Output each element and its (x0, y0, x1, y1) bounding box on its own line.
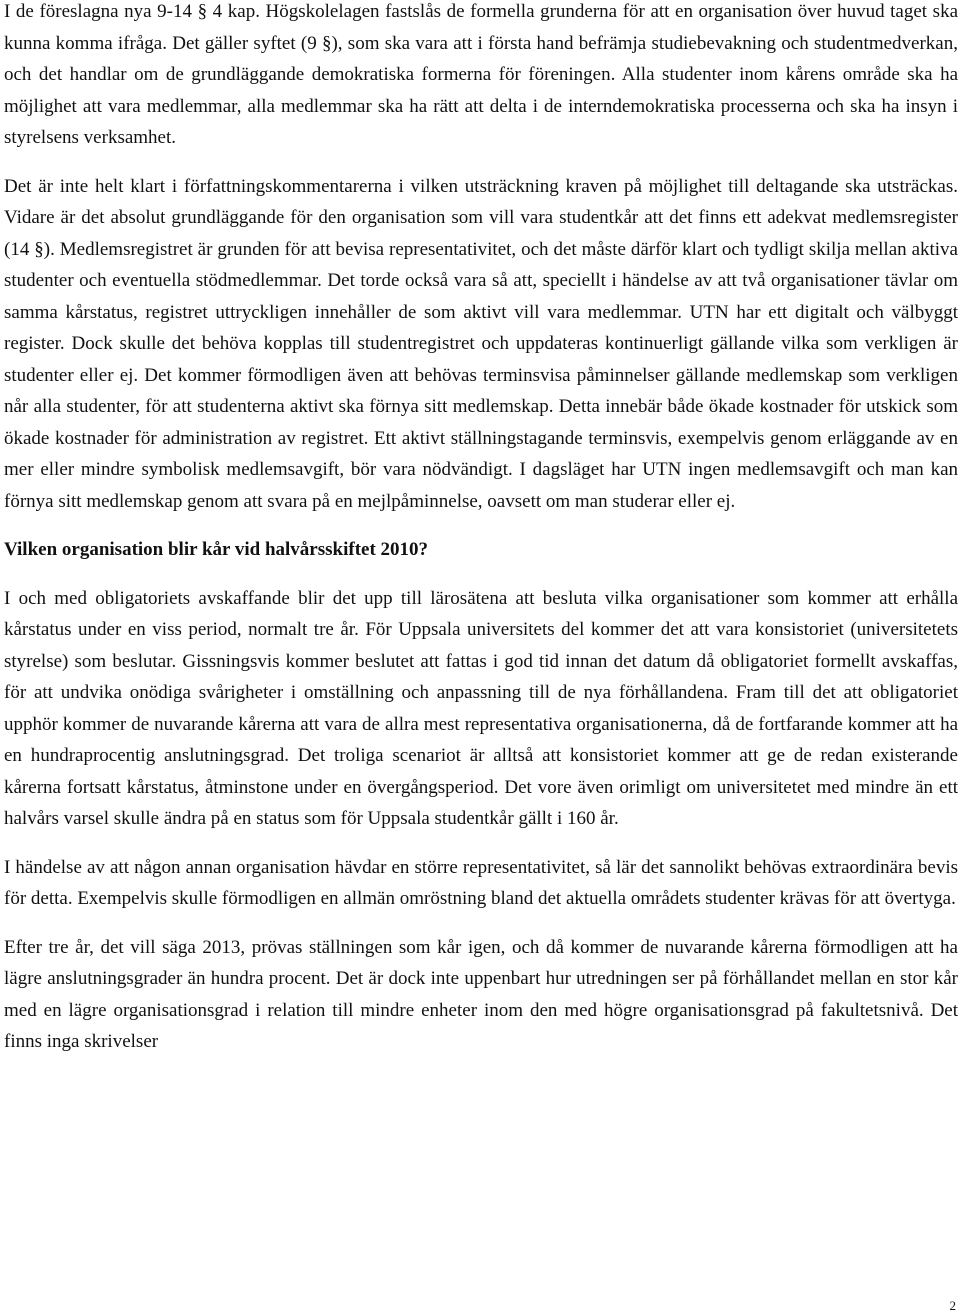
paragraph-spacer (4, 154, 958, 171)
paragraph-spacer (4, 566, 958, 583)
paragraph-spacer (4, 915, 958, 932)
document-page (4, 0, 958, 1058)
paragraph: I och med obligatoriets avskaffande blir det upp till lärosätena att besluta vilka organisationer som kommer att erhålla kårstatus under en viss period, normalt tre år. För Uppsala universitets del kommer det att vara konsistoriet (universitetets styrelse) som beslutar. Gissningsvis kommer beslutet att fattas i god tid innan det datum då obligatoriet formellt avskaffas, för att undvika onödiga svårigheter i omställning och anpassning till de nya förhållandena. Fram till det att obligatoriet upphör kommer de nuvarande kårerna att vara de allra mest representativa organisationerna, då de fortfarande kommer att ha en hundraprocentig anslutningsgrad. Det troliga scenariot är alltså att konsistoriet kommer att ge de redan existerande kårerna fortsatt kårstatus, åtminstone under en övergångsperiod. Det vore även orimligt om universitetet med mindre än ett halvårs varsel skulle ändra på en status som för Uppsala studentkår gällt i 160 år. (4, 587, 958, 829)
paragraph: I de föreslagna nya 9-14 § 4 kap. Högskolelagen fastslås de formella grunderna för att en organisation över huvud taget ska kunna komma ifråga. Det gäller syftet (9 §), som ska vara att i första hand befrämja studiebevakning och studentmedverkan, och det handlar om de grundläggande demokratiska formerna för föreningen. Alla studenter inom kårens område ska ha möjlighet att vara medlemmar, alla medlemmar ska ha rätt att delta i de interndemokratiska processerna och ska ha insyn i styrelsens verksamhet. (4, 1, 958, 148)
section-heading: Vilken organisation blir kår vid halvårsskiftet 2010? (4, 539, 429, 560)
paragraph: I händelse av att någon annan organisation hävdar en större representativitet, så lär det sannolikt behövas extraordinära bevis för detta. Exempelvis skulle förmodligen en allmän omröstning bland det aktuella områdets studenter krävas för att övertyga. (4, 856, 958, 909)
paragraph: Efter tre år, det vill säga 2013, prövas ställningen som kår igen, och då kommer de nuvarande kårerna förmodligen att ha lägre anslutningsgrader än hundra procent. Det är dock inte uppenbart hur utredningen ser på förhållandet mellan en stor kår med en lägre organisationsgrad i relation till mindre enheter inom den med högre organisationsgrad på fakultetsnivå. Det finns inga skrivelser (4, 936, 958, 1052)
paragraph: Det är inte helt klart i författningskommentarerna i vilken utsträckning kraven på möjlighet till deltagande ska utsträckas. Vidare är det absolut grundläggande för den organisation som vill vara studentkår att det finns ett adekvat medlemsregister (14 §). Medlemsregistret är grunden för att bevisa representativitet, och det måste därför klart och tydligt skilja mellan aktiva studenter och eventuella stödmedlemmar. Det torde också vara så att, speciellt i händelse av att två organisationer tävlar om samma kårstatus, registret uttryckligen innehåller de som aktivt vill vara medlemmar. UTN har ett digitalt och välbyggt register. Dock skulle det behöva kopplas till studentregistret och uppdateras kontinuerligt gällande vilka som verkligen är studenter eller ej. Det kommer förmodligen även att behövas terminsvisa påminnelser gällande medlemskap som verkligen når alla studenter, för att studenterna aktivt ska förnya sitt medlemskap. Detta innebär både ökade kostnader för utskick som ökade kostnader för administration av registret. Ett aktivt ställningstagande terminsvis, exempelvis genom erläggande av en mer eller mindre symbolisk medlemsavgift, bör vara nödvändigt. I dagsläget har UTN ingen medlemsavgift och man kan förnya sitt medlemskap genom att svara på en mejlpåminnelse, oavsett om man studerar eller ej. (4, 175, 958, 512)
paragraph-spacer (4, 517, 958, 534)
page-number: 2 (949, 1298, 956, 1313)
paragraph-spacer (4, 835, 958, 852)
